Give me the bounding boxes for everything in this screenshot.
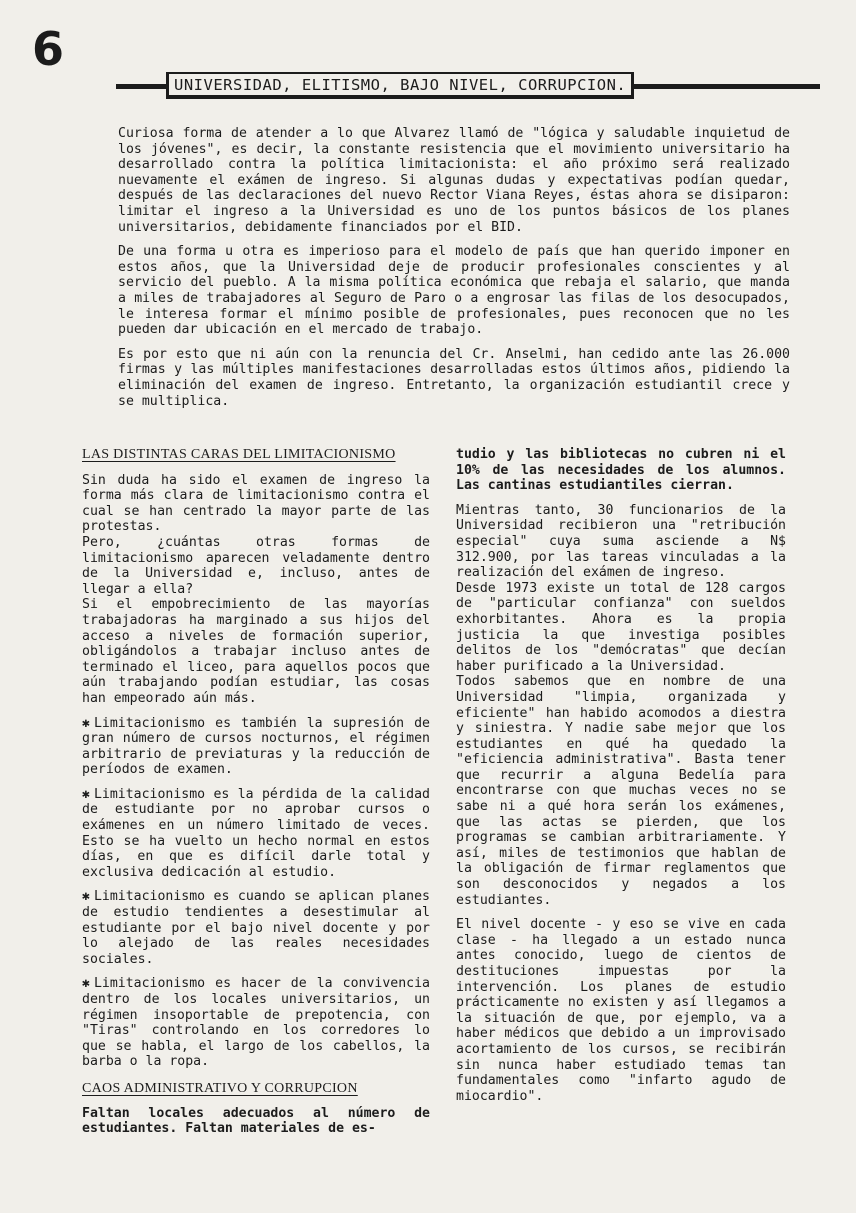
asterisk-bullet-icon: ✱	[82, 976, 90, 992]
body-paragraph: Todos sabemos que en nombre de una Universidad "limpia, organizada y eficiente" han habido acomodos a diestra y siniestra. Y nadie sabe mejor que los estudiantes en qué ha quedado la "eficiencia administrativa". Basta tener que recurrir a alguna Bedelía para encontrarse con que muchas veces no se sabe ni a qué hora serán los exámenes, que las actas se pierden, que los programas se cambian arbitrariamente. Y así, miles de testimonios que hablan de la obligación de firmar reglamentos que son desconocidos y negados a los estudiantes.	[456, 674, 786, 908]
headline-rule-left	[116, 84, 168, 89]
intro-paragraph: Es por esto que ni aún con la renuncia del Cr. Anselmi, han cedido ante las 26.000 firmas y las múltiples manifestaciones desarrolladas estos últimos años, pidiendo la eliminación del examen de ingreso. Entretanto, la organización estudiantil crece y se multiplica.	[118, 346, 790, 409]
body-paragraph: Si el empobrecimiento de las mayorías trabajadoras ha marginado a sus hijos del acceso a niveles de formación superior, obligándolos a trabajar incluso antes de terminado el liceo, para aquellos pocos que aún trabajando podían estudiar, las cosas han empeorado aún más.	[82, 597, 430, 706]
intro-paragraph: Curiosa forma de atender a lo que Alvarez llamó de "lógica y saludable inquietud de los jóvenes", es decir, la constante resistencia que el movimiento universitario ha desarrollado contra la política limitacionista: el año próximo será realizado nuevamente el exámen de ingreso. Si algunas dudas y expectativas podían quedar, después de las declaraciones del nuevo Rector Viana Reyes, éstas ahora se disiparon: limitar el ingreso a la Universidad es uno de los puntos básicos de los planes universitarios, debidamente financiados por el BID.	[118, 126, 790, 235]
section-heading: LAS DISTINTAS CARAS DEL LIMITACIONISMO	[82, 447, 396, 462]
asterisk-bullet-icon: ✱	[82, 889, 90, 905]
body-paragraph: Faltan locales adecuados al número de estudiantes. Faltan materiales de es-	[82, 1105, 430, 1137]
body-paragraph: Desde 1973 existe un total de 128 cargos de "particular confianza" con sueldos exhorbitantes. Ahora es la propia justicia la que investiga posibles delitos de los "demócratas" que decían haber purificado a la Universidad.	[456, 580, 786, 674]
asterisk-bullet-icon: ✱	[82, 715, 90, 731]
asterisk-bullet-icon: ✱	[82, 786, 90, 802]
body-paragraph: Pero, ¿cuántas otras formas de limitacionismo aparecen veladamente dentro de la Universidad e, incluso, antes de llegar a ella?	[82, 534, 430, 597]
left-column	[82, 447, 430, 1146]
body-paragraph: Mientras tanto, 30 funcionarios de la Universidad recibieron una "retribución especial" cuya suma asciende a N$ 312.900, por las tareas vinculadas a la realización del exámen de ingreso.	[456, 502, 786, 581]
bullet-text: Limitacionismo es la pérdida de la calidad de estudiante por no aprobar cursos o exámenes en un número limitado de veces. Esto se ha vuelto un hecho normal en estos días, en que es difícil darle total y exclusiva dedicación al estudio.	[82, 786, 430, 880]
article-headline: UNIVERSIDAD, ELITISMO, BAJO NIVEL, CORRUPCION.	[166, 72, 634, 99]
bullet-item	[82, 716, 430, 778]
right-column	[456, 447, 786, 1113]
bullet-text: Limitacionismo es cuando se aplican planes de estudio tendientes a desestimular al estudiante por el bajo nivel docente y por lo alejado de las reales necesidades sociales.	[82, 889, 430, 967]
bullet-text: Limitacionismo es hacer de la convivencia dentro de los locales universitarios, un régimen insoportable de prepotencia, con "Tiras" controlando en los corredores lo que se habla, el largo de los cabellos, la barba o la ropa.	[82, 976, 430, 1070]
headline-rule-right	[620, 84, 820, 89]
bullet-item	[82, 787, 430, 881]
intro-section	[118, 126, 790, 418]
bullet-text: Limitacionismo es también la supresión de gran número de cursos nocturnos, el régimen arbitrario de previaturas y la reducción de períodos de examen.	[82, 715, 430, 778]
page-number: 6	[32, 22, 65, 76]
intro-paragraph: De una forma u otra es imperioso para el modelo de país que han querido imponer en estos años, que la Universidad deje de producir profesionales conscientes y al servicio del pueblo. A la misma política económica que rebaja el salario, que manda a miles de trabajadores al Seguro de Paro o a engrosar las filas de los desocupados, le interesa formar el mínimo posible de profesionales, pues reconocen que no les pueden dar ubicación en el mercado de trabajo.	[118, 244, 790, 338]
body-paragraph: El nivel docente - y eso se vive en cada clase - ha llegado a un estado nunca antes conocido, luego de cientos de destituciones impuestas por la intervención. Los planes de estudio prácticamente no existen y así llegamos a la situación de que, por ejemplo, va a haber médicos que debido a un improvisado acortamiento de los cursos, se recibirán sin nunca haber estudiado temas tan fundamentales como "infarto agudo de miocardio".	[456, 917, 786, 1104]
body-paragraph: tudio y las bibliotecas no cubren ni el 10% de las necesidades de los alumnos. Las cantinas estudiantiles cierran.	[456, 447, 786, 494]
bullet-item	[82, 889, 430, 967]
body-paragraph: Sin duda ha sido el examen de ingreso la forma más clara de limitacionismo contra el cual se han centrado la mayor parte de las protestas.	[82, 472, 430, 535]
bullet-item	[82, 976, 430, 1070]
section-heading: CAOS ADMINISTRATIVO Y CORRUPCION	[82, 1080, 358, 1096]
